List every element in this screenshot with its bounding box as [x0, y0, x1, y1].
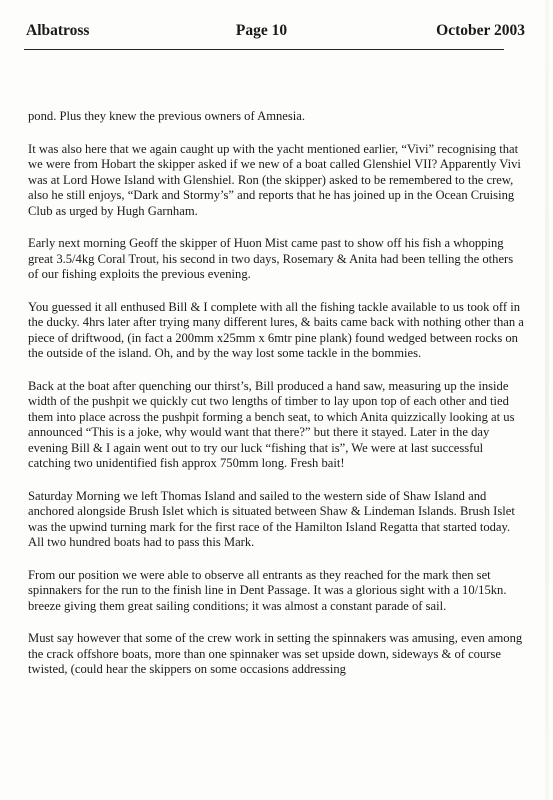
- paragraph: You guessed it all enthused Bill & I complete with all the fishing tackle available to us took off in the ducky. 4hrs later after trying many different lures, & baits came back with nothing other than a piece of driftwood, (in fact a 200mm x25mm x 6mtr pine plank) found wedged between rocks on the outside of the island. Oh, and by the way lost some tackle in the bommies.: [28, 299, 524, 360]
- issue-date: October 2003: [436, 22, 525, 39]
- paragraph: From our position we were able to observe all entrants as they reached for the mark then set spinnakers for the run to the finish line in Dent Passage. It was a glorious sight with a 10/15kn. breeze giving them great sailing conditions; it was almost a constant parade of sail.: [28, 567, 507, 613]
- page-header: [26, 22, 525, 44]
- newsletter-title: Albatross: [26, 22, 90, 39]
- paragraph: Back at the boat after quenching our thirst’s, Bill produced a hand saw, measuring up the inside width of the pushpit we quickly cut two lengths of timber to lay upon top of each other and tied them into place across the pushpit forming a bench seat, to which Anita quizzically looking at us announced “This is a joke, why would want that there?” but there it stayed. Later in the day evening Bill & I again went out to try our luck “fishing that is”, We were at last successful catching two unidentified fish approx 750mm long. Fresh bait!: [28, 378, 515, 470]
- page-number: Page 10: [235, 22, 288, 39]
- paragraph: Must say however that some of the crew work in setting the spinnakers was amusing, even among the crack offshore boats, more than one spinnaker was set upside down, sideways & of course twisted, (could hear the skippers on some occasions addressing: [28, 631, 523, 676]
- paragraph: It was also here that we again caught up with the yacht mentioned earlier, “Vivi” recognising that we were from Hobart the skipper asked if we new of a boat called Glenshiel VII? Apparently Vivi was at Lord Howe Island with Glenshiel. Ron (the skipper) asked to be remembered to the crew, also he still enjoys, “Dark and Stormy’s” and reports that he has joined up in the Ocean Cruising Club as urged by Hugh Garnham.: [28, 141, 521, 218]
- header-rule: [24, 49, 504, 50]
- paragraph: pond. Plus they knew the previous owners of Amnesia.: [28, 109, 306, 123]
- paragraph: Early next morning Geoff the skipper of Huon Mist came past to show off his fish a whopping great 3.5/4kg Coral Trout, his second in two days, Rosemary & Anita had been telling the others of our fishing exploits the previous evening.: [28, 236, 514, 281]
- article-body: [28, 109, 526, 695]
- paragraph: Saturday Morning we left Thomas Island and sailed to the western side of Shaw Island and anchored alongside Brush Islet which is situated between Shaw & Lindeman Islands. Brush Islet was the upwind turning mark for the first race of the Hamilton Island Regatta that started today. All two hundred boats had to pass this Mark.: [28, 488, 515, 549]
- scan-edge-shadow: [545, 0, 549, 800]
